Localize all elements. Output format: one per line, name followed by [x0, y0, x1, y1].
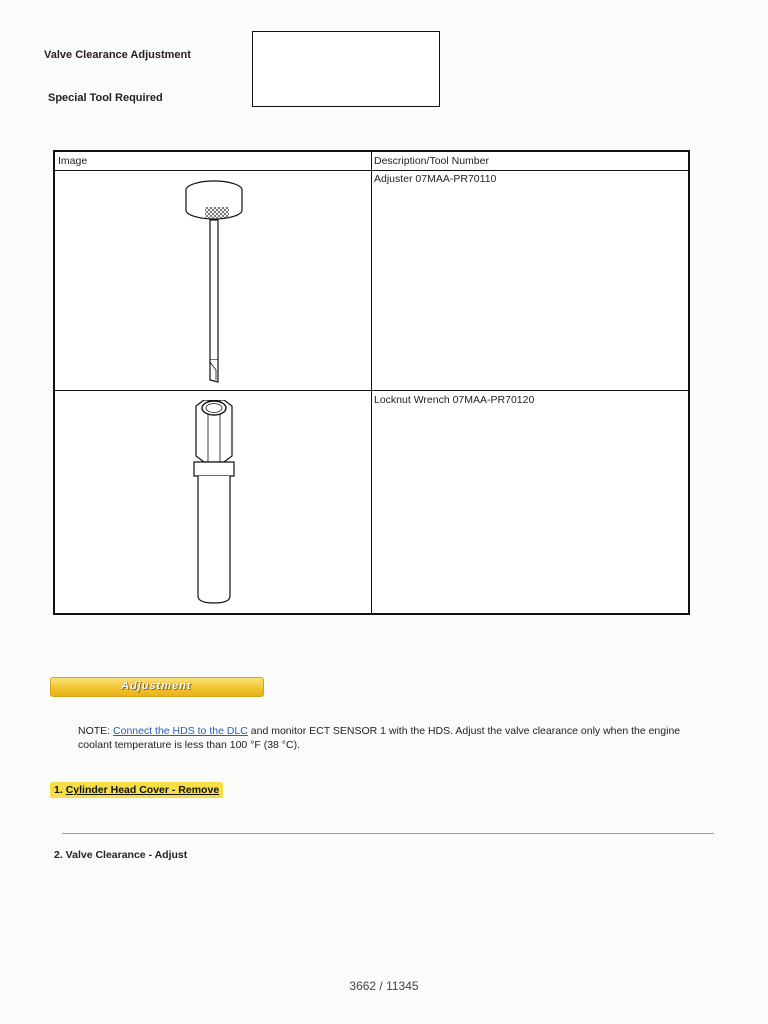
page-number: 3662 / 11345 — [349, 979, 419, 993]
adjuster-tool-icon — [183, 180, 245, 386]
note-prefix: NOTE: — [78, 725, 114, 737]
page-title: Valve Clearance Adjustment — [44, 49, 191, 61]
note-body: and monitor ECT SENSOR 1 with the HDS. Adjust the valve clearance only when the engine coolant temperature is less than 100 °F (38 °C). — [78, 725, 681, 751]
divider — [62, 833, 714, 834]
connect-hds-link[interactable]: Connect the HDS to the DLC — [113, 725, 248, 737]
note-paragraph — [78, 724, 698, 752]
table-column-divider — [371, 152, 372, 613]
step-1-item — [50, 782, 223, 798]
cylinder-head-cover-remove-link[interactable]: Cylinder Head Cover - Remove — [65, 784, 220, 796]
table-row-divider — [55, 390, 688, 391]
special-tool-table — [53, 150, 690, 615]
locknut-wrench-tool-icon — [188, 400, 240, 605]
table-row-1-description: Adjuster 07MAA-PR70110 — [374, 173, 497, 185]
table-header-description: Description/Tool Number — [374, 155, 489, 167]
table-row-2-description: Locknut Wrench 07MAA-PR70120 — [374, 394, 535, 406]
table-header-divider — [55, 170, 688, 171]
adjustment-banner-label: Adjustment — [121, 680, 192, 692]
step-1-number: 1. — [54, 784, 66, 796]
step-2-heading: 2. Valve Clearance - Adjust — [54, 849, 188, 861]
adjustment-section-banner[interactable] — [50, 677, 264, 697]
special-tool-heading: Special Tool Required — [48, 92, 163, 104]
table-header-image: Image — [58, 155, 88, 167]
blank-frame — [252, 31, 440, 107]
